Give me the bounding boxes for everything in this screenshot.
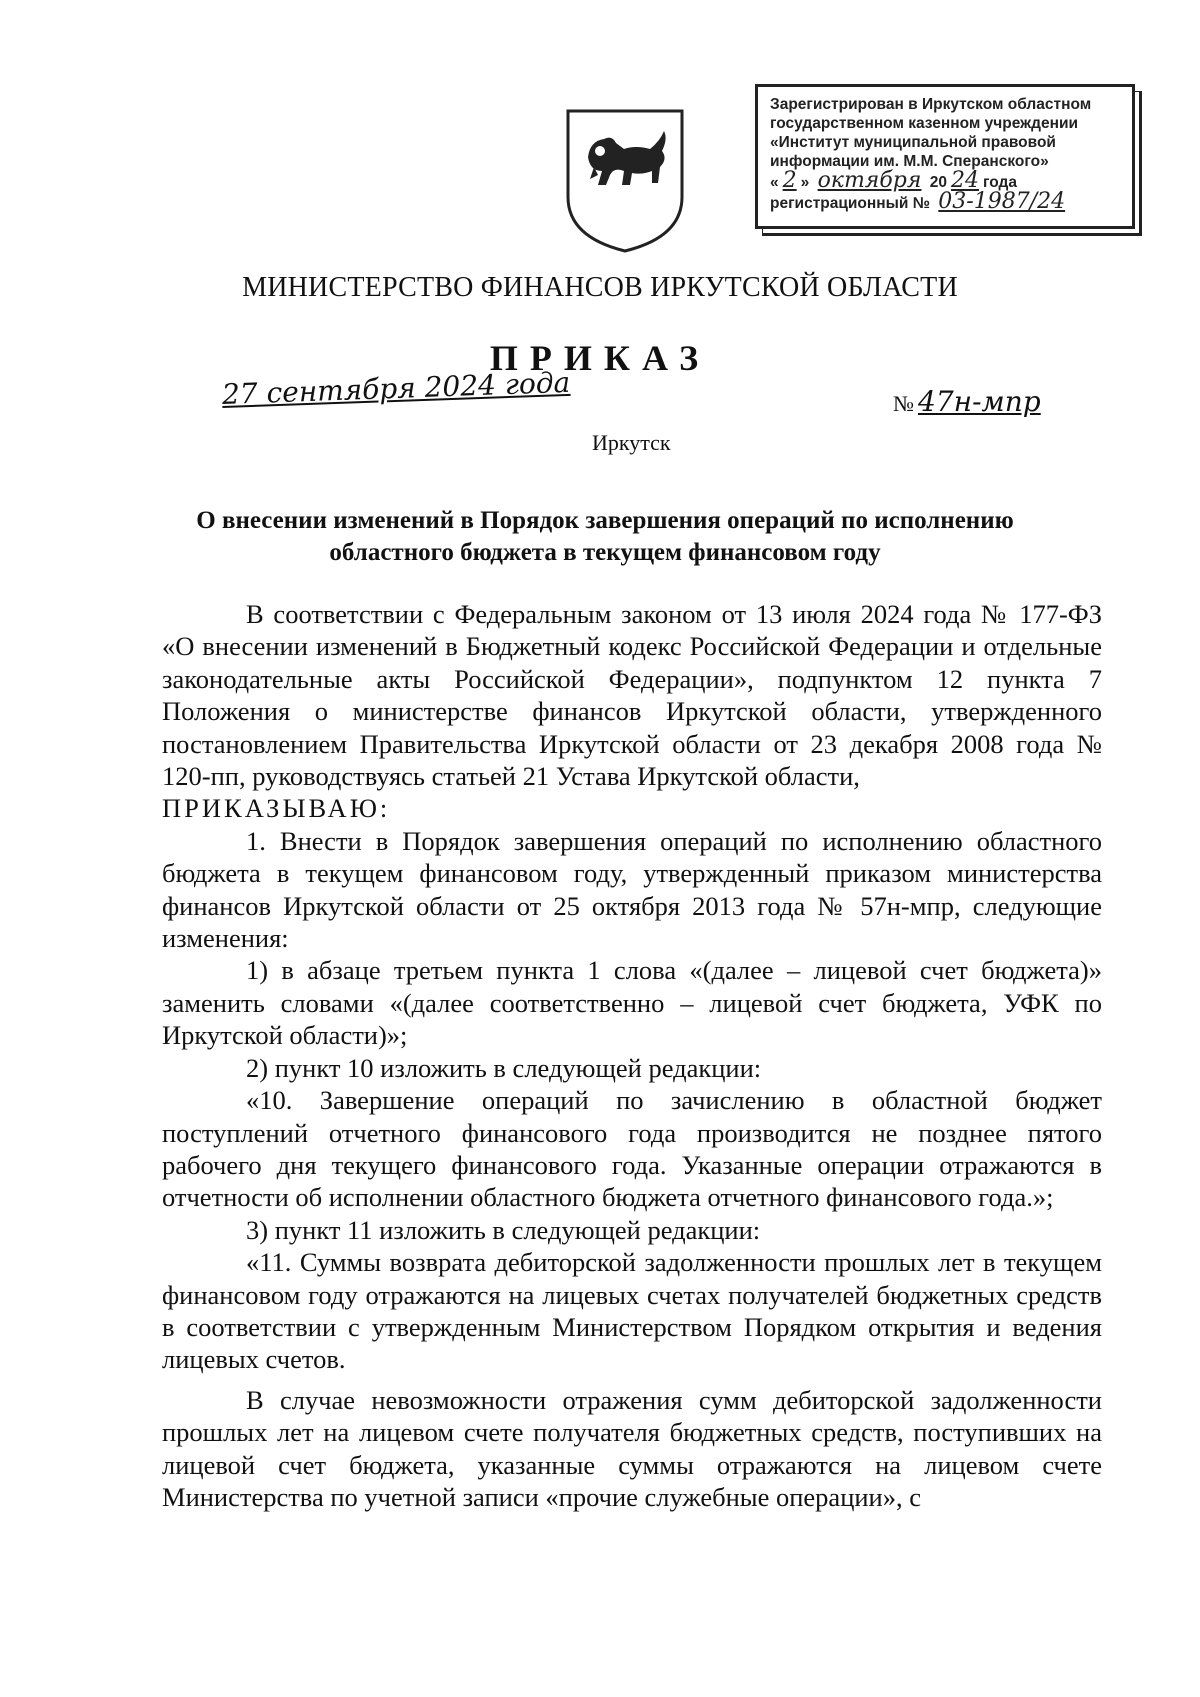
body-directive: ПРИКАЗЫВАЮ:	[162, 793, 391, 824]
stamp-year-suffix: года	[983, 174, 1017, 191]
stamp-day-suffix: »	[800, 174, 810, 191]
stamp-line: государственном казенном учреждении	[770, 115, 1079, 132]
order-number-handwritten: 47н-мпр	[918, 385, 1041, 418]
order-subject: О внесении изменений в Порядок завершения операций по исполнению областного бюджета в текущем финансовом году	[196, 507, 1014, 566]
body-paragraph: В соответствии с Федеральным законом от 13 июля 2024 года № 177-ФЗ «О внесении изменений в Бюджетный кодекс Российской Федерации и отдельные законодательные акты Российской Федерации», подпунктом 12 пункта 7 Положения о министерстве финансов Иркутской области, утвержденного постановлением Правительства Иркутской области от 23 декабря 2008 года № 120-пп, руководствуясь статьей 21 Устава Иркутской области,	[162, 599, 1102, 792]
body-paragraph: 1) в абзаце третьем пункта 1 слова «(далее – лицевой счет бюджета)» заменить словами «(далее соответственно – лицевой счет бюджета, УФК по Иркутской области)»;	[162, 955, 1102, 1051]
stamp-line: Зарегистрирован в Иркутском областном	[770, 96, 1092, 113]
stamp-reg-label: регистрационный №	[770, 195, 930, 212]
order-city: Иркутск	[592, 430, 671, 455]
body-paragraph: В случае невозможности отражения сумм дебиторской задолженности прошлых лет на лицевом счете получателя бюджетных средств, поступивших на лицевой счет бюджета, указанные суммы отражаются на лицевом счете Министерства по учетной записи «прочие служебные операции», с	[162, 1384, 1102, 1512]
order-title: ПРИКАЗ	[489, 338, 711, 378]
body-paragraph: 1. Внести в Порядок завершения операций по исполнению областного бюджета в текущем финансовом году, утвержденный приказом министерства финансов Иркутской области от 25 октября 2013 года № 57н-мпр, следующие изменения:	[162, 825, 1102, 954]
stamp-line: информации им. М.М. Сперанского»	[770, 153, 1049, 170]
order-number	[893, 385, 1041, 418]
body-paragraph: «10. Завершение операций по зачислению в областной бюджет поступлений отчетного финансового года производится не позднее пятого рабочего дня текущего финансового года. Указанные операции отражаются в отчетности об исполнении областного бюджета отчетного финансового года.»;	[162, 1085, 1102, 1213]
stamp-reg-line	[770, 189, 1122, 214]
order-body	[162, 598, 1102, 1513]
stamp-day: 2	[782, 168, 797, 193]
stamp-day-prefix: «	[770, 174, 779, 191]
registration-stamp	[755, 84, 1135, 229]
order-number-label: №	[893, 391, 914, 416]
coat-of-arms-icon	[560, 105, 690, 255]
ministry-name: МИНИСТЕРСТВО ФИНАНСОВ ИРКУТСКОЙ ОБЛАСТИ	[242, 272, 958, 303]
body-paragraph: «11. Суммы возврата дебиторской задолженности прошлых лет в текущем финансовом году отражаются на лицевых счетах получателей бюджетных средств в соответствии с утвержденным Министерством Порядком открытия и ведения лицевых счетов.	[162, 1247, 1102, 1375]
stamp-month: октября	[817, 168, 922, 193]
order-date-handwritten: 27 сентября 2024 года	[221, 365, 571, 411]
stamp-line: «Институт муниципальной правовой	[770, 134, 1056, 151]
stamp-year: 24	[951, 168, 980, 193]
stamp-year-prefix: 20	[929, 174, 948, 191]
stamp-reg-number: 03-1987/24	[938, 189, 1066, 214]
body-paragraph: 2) пункт 10 изложить в следующей редакции:	[246, 1052, 762, 1083]
body-paragraph: 3) пункт 11 изложить в следующей редакции:	[246, 1214, 761, 1245]
